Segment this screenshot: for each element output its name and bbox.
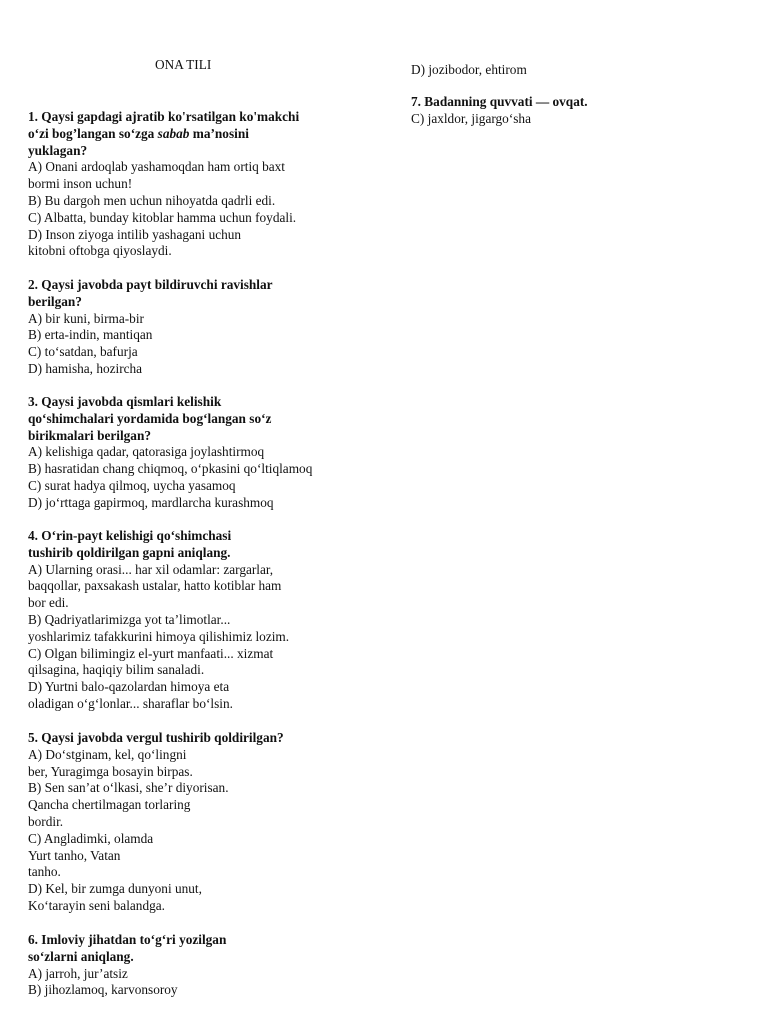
question-6 xyxy=(28,932,373,999)
option-d-cont: oladigan o‘g‘lonlar... sharaflar bo‘lsin. xyxy=(28,695,233,711)
option-b: B) erta-indin, mantiqan xyxy=(28,327,153,343)
option-b: B) Qadriyatlarimizga yot ta’limotlar... xyxy=(28,611,231,627)
option-c-cont: tanho. xyxy=(28,864,61,880)
option-d: D) Kel, bir zumga dunyoni unut, xyxy=(28,881,202,897)
question-5-stem-line: 5. Qaysi javobda vergul tushirib qoldirilgan? xyxy=(28,730,284,745)
question-1 xyxy=(28,109,373,260)
question-5 xyxy=(28,730,373,915)
question-6-stem-line: 6. Imloviy jihatdan to‘g‘ri yozilgan xyxy=(28,932,227,947)
option-d: D) hamisha, hozircha xyxy=(28,360,143,376)
option-a: A) Do‘stginam, kel, qo‘lingni xyxy=(28,746,187,762)
option-a: A) Ularning orasi... har xil odamlar: zargarlar, xyxy=(28,561,274,577)
question-4-stem-line: tushirib qoldirilgan gapni aniqlang. xyxy=(28,544,231,560)
option-a-cont: bor edi. xyxy=(28,595,69,611)
option-b: B) jihozlamoq, karvonsoroy xyxy=(28,982,178,998)
question-3-stem-line: qo‘shimchalari yordamida bog‘langan so‘z xyxy=(28,410,272,426)
question-1-stem-line: o‘zi bog’langan so‘zga sabab ma’nosini xyxy=(28,125,249,141)
option-c-cont: Yurt tanho, Vatan xyxy=(28,847,121,863)
option-c: C) Olgan bilimingiz el-yurt manfaati... xizmat xyxy=(28,645,274,661)
option-c: C) Angladimki, olamda xyxy=(28,830,154,846)
option-a: A) kelishiga qadar, qatorasiga joylashtirmoq xyxy=(28,444,265,460)
option-a: A) jarroh, jur’atsiz xyxy=(28,965,128,981)
option-d: D) Inson ziyoga intilib yashagani uchun xyxy=(28,226,242,242)
option-d-cont: kitobni oftobga qiyoslaydi. xyxy=(28,243,172,259)
option-a: A) bir kuni, birma-bir xyxy=(28,310,144,326)
question-3-stem-line: 3. Qaysi javobda qismlari kelishik xyxy=(28,394,222,409)
question-3-stem-line: birikmalari berilgan? xyxy=(28,427,151,443)
option-b-cont: Qancha chertilmagan torlaring xyxy=(28,797,191,813)
option-c-cont: qilsagina, haqiqiy bilim sanaladi. xyxy=(28,662,205,678)
option-c: C) surat hadya qilmoq, uycha yasamoq xyxy=(28,477,236,493)
option-a-cont: baqqollar, paxsakash ustalar, hatto kotiblar ham xyxy=(28,578,282,594)
option-b: B) hasratidan chang chiqmoq, o‘pkasini qo‘ltiqlamoq xyxy=(28,461,313,477)
option-d: D) jo‘rttaga gapirmoq, mardlarcha kurashmoq xyxy=(28,494,274,510)
question-2 xyxy=(28,277,373,378)
question-4-stem-line: 4. O‘rin-payt kelishigi qo‘shimchasi xyxy=(28,528,232,543)
option-b: B) Bu dargoh men uchun nihoyatda qadrli edi. xyxy=(28,192,276,208)
question-2-stem-line: 2. Qaysi javobda payt bildiruvchi ravishlar xyxy=(28,277,273,292)
option-c: C) to‘satdan, bafurja xyxy=(28,344,138,360)
question-6-stem-line: so‘zlarni aniqlang. xyxy=(28,948,134,964)
question-4 xyxy=(28,528,373,713)
question-3 xyxy=(28,394,373,512)
option-c: C) jaxldor, jigargo‘sha xyxy=(411,110,531,126)
option-d-cont: Ko‘tarayin seni balandga. xyxy=(28,897,165,913)
option-a-cont: ber, Yuragimga bosayin birpas. xyxy=(28,763,193,779)
option-d: D) Yurtni balo-qazolardan himoya eta xyxy=(28,679,230,695)
question-7-stem-line: 7. Badanning quvvati — ovqat. xyxy=(411,94,588,109)
question-2-stem-line: berilgan? xyxy=(28,293,82,309)
page-title: ONA TILI xyxy=(155,57,212,72)
question-7 xyxy=(411,94,588,128)
option-b-cont: yoshlarimiz tafakkurini himoya qilishimiz lozim. xyxy=(28,628,290,644)
question-1-stem-line: yuklagan? xyxy=(28,142,88,158)
option-d: D) jozibodor, ehtirom xyxy=(411,62,527,77)
option-c: C) Albatta, bunday kitoblar hamma uchun foydali. xyxy=(28,209,297,225)
question-1-stem-line: 1. Qaysi gapdagi ajratib ko'rsatilgan ko'makchi xyxy=(28,109,300,124)
option-b: B) Sen san’at o‘lkasi, she’r diyorisan. xyxy=(28,780,229,796)
option-b-cont: bordir. xyxy=(28,813,64,829)
option-a-cont: bormi inson uchun! xyxy=(28,176,133,192)
option-a: A) Onani ardoqlab yashamoqdan ham ortiq baxt xyxy=(28,159,286,175)
